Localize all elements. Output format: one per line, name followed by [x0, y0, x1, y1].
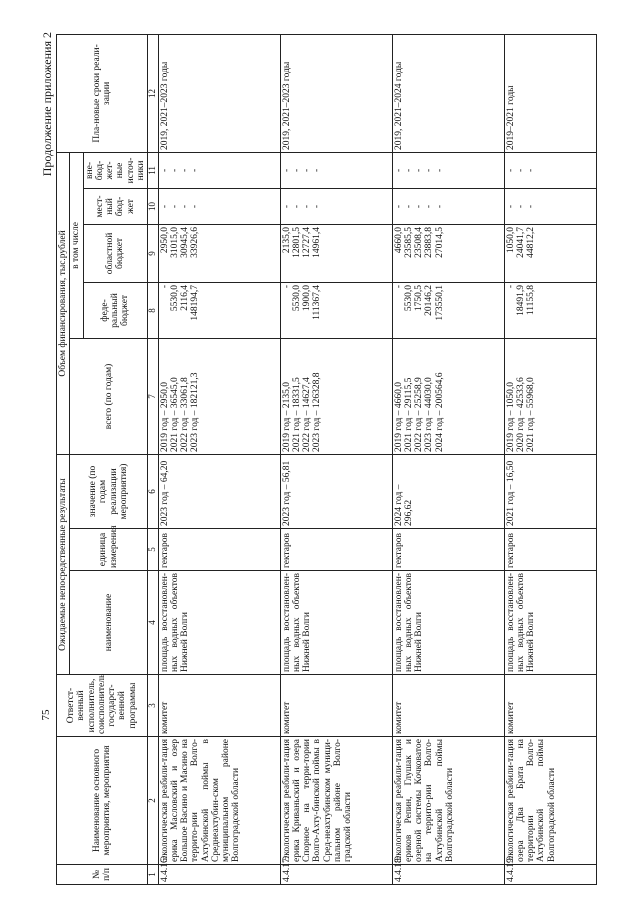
total-by-year — [504, 338, 596, 454]
local-budget-line: - — [403, 204, 414, 209]
activity-name: Экологическая реабили-тация ериков Репин, Глушак и озерной системы Кочковатое на террито-рии Волго-Ахтубинской поймы Волгоградской области — [392, 737, 504, 865]
funding-table — [56, 34, 597, 885]
extra-budget-line: - — [414, 168, 425, 173]
header-res-value: значение (по годам реализации мероприятия) — [70, 454, 148, 528]
header-regional: областной бюджет — [83, 224, 148, 282]
implementation-period: 2019, 2021–2023 годы — [280, 34, 392, 152]
federal-budget-line: 1750,5 — [414, 284, 425, 312]
extra-budget-line: - — [180, 168, 191, 173]
federal-budget-line: 5530,0 — [169, 284, 180, 312]
column-number: 3 — [148, 675, 159, 737]
column-number: 11 — [148, 152, 159, 188]
page-header: Продолжение приложения 2 — [40, 32, 54, 177]
regional-budget-line: 23883,8 — [424, 226, 435, 258]
total-by-year-line: 2022 год – 14627,4 — [302, 377, 313, 452]
table-row — [392, 34, 504, 884]
header-res-name: наименование — [70, 571, 148, 675]
total-by-year — [392, 338, 504, 454]
local-budget-line: - — [414, 204, 425, 209]
implementation-period: 2019, 2021–2023 годы — [158, 34, 280, 152]
regional-budget-line: 33926,6 — [190, 226, 201, 258]
result-unit: гектаров — [158, 529, 280, 571]
local-budget-line: - — [190, 204, 201, 209]
regional-budget-line: 1050,0 — [505, 226, 516, 254]
row-number: 4.4.17. — [280, 865, 392, 885]
header-period: Пла-новые сроки реали-зации — [57, 34, 148, 152]
regional-budget-line: 2135,0 — [281, 226, 292, 254]
column-number-row — [148, 34, 159, 884]
federal-budget-line: - — [159, 284, 170, 289]
extra-budget-line: - — [302, 168, 313, 173]
column-number: 10 — [148, 188, 159, 224]
regional-budget-line: 23585,5 — [403, 226, 414, 258]
federal-budget-line: 173550,1 — [434, 284, 445, 321]
regional-budget-line: 27014,5 — [434, 226, 445, 258]
federal-budget-line: - — [505, 284, 516, 289]
page-number: 75 — [40, 709, 52, 721]
activity-name: Экологическая реабили-тация ерика Масловский и озер Большое Васино и Масино на террито-рии Волго-Ахтубинской поймы в Среднеахтубин-ском муниципальном районе Волгоградской области — [158, 737, 280, 865]
extra-budget-line: - — [190, 168, 201, 173]
total-by-year-line: 2019 год – 2135,0 — [281, 381, 292, 452]
local-budget — [280, 188, 392, 224]
extra-budget-line: - — [159, 168, 170, 173]
total-by-year-line: 2023 год – 182121,3 — [190, 372, 201, 452]
extra-budget-line: - — [515, 168, 526, 173]
regional-budget — [280, 224, 392, 282]
header-num: № п/п — [57, 865, 148, 885]
total-by-year-line: 2023 год – 126328,8 — [312, 372, 323, 452]
total-by-year-line: 2019 год – 4660,0 — [393, 381, 404, 452]
result-name: площадь восстановлен-ных водных объектов Нижней Волги — [158, 571, 280, 675]
result-value: 2023 год – 56,81 — [280, 454, 392, 528]
extra-budget-line: - — [434, 168, 445, 173]
extra-budget — [392, 152, 504, 188]
total-by-year-line: 2021 год – 18331,5 — [291, 377, 302, 452]
total-by-year-line: 2024 год – 200564,6 — [434, 372, 445, 452]
extra-budget-line: - — [281, 168, 292, 173]
total-by-year-line: 2022 год – 25258,9 — [414, 377, 425, 452]
extra-budget-line: - — [526, 168, 537, 173]
header-incl: в том числе — [70, 152, 83, 338]
table-row — [158, 34, 280, 884]
result-value: 2024 год – 296,62 — [392, 454, 504, 528]
implementation-period: 2019, 2021–2024 годы — [392, 34, 504, 152]
total-by-year-line: 2019 год – 2950,0 — [159, 381, 170, 452]
local-budget — [504, 188, 596, 224]
header-res-unit: единица измерения — [70, 529, 148, 571]
local-budget-line: - — [515, 204, 526, 209]
local-budget-line: - — [312, 204, 323, 209]
result-name: площадь восстановлен-ных водных объектов Нижней Волги — [504, 571, 596, 675]
total-by-year-line: 2022 год – 33061,8 — [180, 377, 191, 452]
header-total: всего (по годам) — [70, 338, 148, 454]
local-budget-line: - — [281, 204, 292, 209]
regional-budget-line: 12801,5 — [291, 226, 302, 258]
local-budget-line: - — [393, 204, 404, 209]
total-by-year-line: 2019 год – 1050,0 — [505, 381, 516, 452]
federal-budget-line: 18491,9 — [515, 284, 526, 316]
rotated-page — [40, 20, 600, 885]
regional-budget — [504, 224, 596, 282]
local-budget-line: - — [302, 204, 313, 209]
total-by-year-line: 2020 год – 42533,6 — [515, 377, 526, 452]
local-budget-line: - — [526, 204, 537, 209]
regional-budget-line: 31015,0 — [169, 226, 180, 258]
regional-budget-line: 23508,4 — [414, 226, 425, 258]
local-budget-line: - — [291, 204, 302, 209]
federal-budget-line: 111367,4 — [312, 284, 323, 320]
header-results: Ожидаемые непосредственные результаты — [57, 454, 70, 674]
federal-budget — [280, 282, 392, 338]
local-budget — [392, 188, 504, 224]
table-row — [280, 34, 392, 884]
activity-name: Экологическая реабили-тация ерика Криваньский и озера Спорное на терри-тории Волго-Ахту-бинской поймы в Сред-неахтубинском муници-пальном районе Волго-градской области — [280, 737, 392, 865]
federal-budget-line: - — [393, 284, 404, 289]
header-local: мест-ный бюд-жет — [83, 188, 148, 224]
federal-budget-line: 5530,0 — [291, 284, 302, 312]
regional-budget-line: 24041,7 — [515, 226, 526, 258]
column-number: 8 — [148, 282, 159, 338]
header-funding: Объем финансирования, тыс.рублей — [57, 152, 70, 454]
row-number: 4.4.19. — [504, 865, 596, 885]
local-budget-line: - — [424, 204, 435, 209]
extra-budget-line: - — [393, 168, 404, 173]
column-number: 6 — [148, 454, 159, 528]
regional-budget-line: 30945,4 — [180, 226, 191, 258]
federal-budget — [392, 282, 504, 338]
federal-budget-line: 20146,2 — [424, 284, 435, 316]
column-number: 4 — [148, 571, 159, 675]
regional-budget-line: 44812,2 — [526, 226, 537, 258]
column-number: 12 — [148, 34, 159, 152]
local-budget-line: - — [159, 204, 170, 209]
extra-budget — [158, 152, 280, 188]
implementation-period: 2019–2021 годы — [504, 34, 596, 152]
extra-budget-line: - — [312, 168, 323, 173]
total-by-year-line: 2023 год – 44030,0 — [424, 377, 435, 452]
header-executor: Ответст-венный исполнитель, соисполнитель государст-венной программы — [57, 675, 148, 737]
local-budget-line: - — [169, 204, 180, 209]
federal-budget-line: 2116,4 — [180, 284, 191, 311]
total-by-year-line: 2021 год – 55968,0 — [526, 377, 537, 452]
extra-budget-line: - — [403, 168, 414, 173]
federal-budget — [158, 282, 280, 338]
total-by-year — [280, 338, 392, 454]
column-number: 9 — [148, 224, 159, 282]
column-number: 7 — [148, 338, 159, 454]
regional-budget-line: 4660,0 — [393, 226, 404, 254]
extra-budget-line: - — [169, 168, 180, 173]
result-value: 2021 год – 16,50 — [504, 454, 596, 528]
local-budget — [158, 188, 280, 224]
federal-budget-line: 11155,8 — [526, 284, 537, 316]
column-number: 2 — [148, 737, 159, 865]
local-budget-line: - — [434, 204, 445, 209]
federal-budget — [504, 282, 596, 338]
extra-budget — [504, 152, 596, 188]
federal-budget-line: 5530,0 — [403, 284, 414, 312]
table-body — [158, 34, 596, 884]
result-name: площадь восстановлен-ных водных объектов Нижней Волги — [392, 571, 504, 675]
row-number: 4.4.18. — [392, 865, 504, 885]
extra-budget-line: - — [505, 168, 516, 173]
result-name: площадь восстановлен-ных водных объектов Нижней Волги — [280, 571, 392, 675]
row-number: 4.4.16. — [158, 865, 280, 885]
regional-budget-line: 14961,4 — [312, 226, 323, 258]
table-row — [504, 34, 596, 884]
executor: комитет — [280, 675, 392, 737]
header-federal: феде-ральный бюджет — [83, 282, 148, 338]
result-unit: гектаров — [280, 529, 392, 571]
regional-budget — [158, 224, 280, 282]
regional-budget — [392, 224, 504, 282]
federal-budget-line: 1900,0 — [302, 284, 313, 312]
column-number: 5 — [148, 529, 159, 571]
regional-budget-line: 2950,0 — [159, 226, 170, 254]
total-by-year — [158, 338, 280, 454]
result-unit: гектаров — [392, 529, 504, 571]
header-extra: вне-бюд-жет-ные источ-ники — [83, 152, 148, 188]
local-budget-line: - — [180, 204, 191, 209]
local-budget-line: - — [505, 204, 516, 209]
extra-budget — [280, 152, 392, 188]
extra-budget-line: - — [291, 168, 302, 173]
executor: комитет — [158, 675, 280, 737]
result-unit: гектаров — [504, 529, 596, 571]
extra-budget-line: - — [424, 168, 435, 173]
header-name: Наименование основного мероприятия, мероприятия — [57, 737, 148, 865]
activity-name: Экологическая реабили-тация озера Два Брата на территории Волго-Ахтубинской поймы Волгоградской области — [504, 737, 596, 865]
executor: комитет — [392, 675, 504, 737]
total-by-year-line: 2021 год – 36545,0 — [169, 377, 180, 452]
federal-budget-line: - — [281, 284, 292, 289]
total-by-year-line: 2021 год – 29115,5 — [403, 377, 414, 452]
federal-budget-line: 148194,7 — [190, 284, 201, 321]
result-value: 2023 год – 64,20 — [158, 454, 280, 528]
executor: комитет — [504, 675, 596, 737]
regional-budget-line: 12727,4 — [302, 226, 313, 258]
column-number: 1 — [148, 865, 159, 885]
